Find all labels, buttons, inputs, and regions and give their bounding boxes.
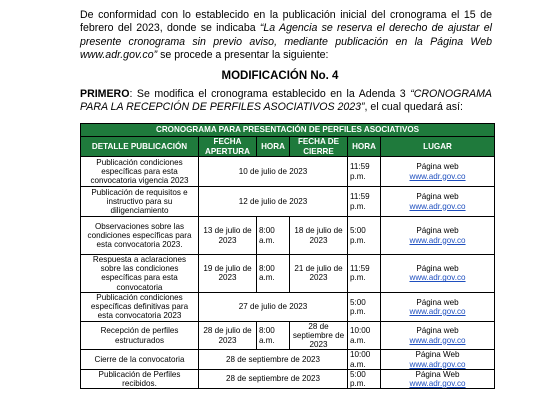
- primero-text-1: : Se modifica el cronograma establecido en la Adenda 3: [129, 88, 411, 100]
- row-lugar: [381, 369, 495, 388]
- schedule-table: [80, 123, 495, 389]
- row-detalle: Publicación condiciones específicas para esta convocatoria vigencia 2023: [81, 157, 199, 187]
- table-caption: CRONOGRAMA PARA PRESENTACIÓN DE PERFILES ASOCIATIVOS: [81, 124, 495, 137]
- row-lugar: [381, 217, 495, 255]
- lugar-label: Página web: [416, 192, 459, 202]
- primero-quote: “CRONOGRAMA PARA LA RECEPCIÓN DE PERFILES ASOCIATIVOS 2023”: [80, 88, 492, 114]
- row-fecha-cierre: 21 de julio de 2023: [290, 255, 348, 293]
- lugar-label: Página web: [416, 162, 459, 172]
- modification-title: MODIFICACIÓN No. 4: [221, 70, 339, 82]
- row-hora-cierre: 11:59 p.m.: [348, 255, 381, 293]
- intro-quote: “La Agencia se reserva el derecho de ajustar el presente cronograma sin previo aviso, mediante publicación en la Página Web www.adr.gov.co”: [80, 22, 492, 62]
- lugar-link[interactable]: www.adr.gov.co: [409, 201, 466, 211]
- intro-text-1: De conformidad con lo establecido en la publicación inicial del cronograma el 15 de febrero del 2023, donde se indicaba: [80, 9, 492, 35]
- table-row: [81, 157, 495, 187]
- lugar-label: Página Web: [415, 369, 460, 379]
- lugar-link[interactable]: www.adr.gov.co: [409, 273, 466, 283]
- table-header-row: [81, 137, 495, 157]
- table-row: [81, 350, 495, 369]
- header-lugar: LUGAR: [381, 137, 495, 157]
- row-detalle: Publicación de requisitos e instructivo para su diligenciamiento: [81, 187, 199, 217]
- lugar-link[interactable]: www.adr.gov.co: [409, 379, 466, 389]
- header-fecha-apertura: FECHA APERTURA: [199, 137, 257, 157]
- header-fecha-cierre: FECHA DE CIERRE: [290, 137, 348, 157]
- row-fecha: 12 de julio de 2023: [199, 187, 348, 217]
- row-detalle: Respuesta a aclaraciones sobre las condiciones específicas para esta convocatoria: [81, 255, 199, 293]
- lugar-link[interactable]: www.adr.gov.co: [409, 359, 466, 369]
- header-hora-cierre: HORA: [348, 137, 381, 157]
- lugar-link[interactable]: www.adr.gov.co: [409, 171, 466, 181]
- row-lugar: [381, 292, 495, 321]
- lugar-link[interactable]: www.adr.gov.co: [409, 335, 466, 345]
- row-lugar: [381, 157, 495, 187]
- row-hora-cierre: 5:00 p.m.: [348, 292, 381, 321]
- row-detalle: Observaciones sobre las condiciones específicas para esta convocatoria 2023.: [81, 217, 199, 255]
- lugar-label: Página web: [416, 226, 459, 236]
- row-hora-apertura: 8:00 a.m.: [257, 255, 290, 293]
- row-fecha-cierre: 18 de julio de 2023: [290, 217, 348, 255]
- lugar-link[interactable]: www.adr.gov.co: [409, 306, 466, 316]
- row-detalle: Publicación condiciones específicas definitivas para esta convocatoria 2023: [81, 292, 199, 321]
- table-row: [81, 321, 495, 350]
- row-hora-cierre: 11:59 p.m.: [348, 187, 381, 217]
- primero-paragraph: [80, 88, 492, 115]
- row-detalle: Cierre de la convocatoria: [81, 350, 199, 369]
- table-row: [81, 369, 495, 388]
- intro-text-2: se procede a presentar la siguiente:: [157, 49, 329, 62]
- row-hora-apertura: 8:00 a.m.: [257, 321, 290, 350]
- table-row: [81, 292, 495, 321]
- row-fecha: 10 de julio de 2023: [199, 157, 348, 187]
- row-detalle: Publicación de Perfiles recibidos.: [81, 369, 199, 388]
- row-hora-cierre: 10:00 a.m.: [348, 350, 381, 369]
- row-hora-cierre: 5:00 p.m.: [348, 217, 381, 255]
- intro-paragraph: [80, 9, 492, 63]
- row-fecha: 28 de septiembre de 2023: [199, 369, 348, 388]
- row-fecha-apertura: 19 de julio de 2023: [199, 255, 257, 293]
- row-fecha: 28 de septiembre de 2023: [199, 350, 348, 369]
- row-fecha-cierre: 28 de septiembre de 2023: [290, 321, 348, 350]
- row-hora-cierre: 10:00 a.m.: [348, 321, 381, 350]
- lugar-link[interactable]: www.adr.gov.co: [409, 235, 466, 245]
- table-row: [81, 255, 495, 293]
- row-fecha: 27 de julio de 2023: [199, 292, 348, 321]
- lugar-label: Página web: [416, 297, 459, 307]
- lugar-label: Página Web: [415, 350, 460, 360]
- row-hora-apertura: 8:00 a.m.: [257, 217, 290, 255]
- row-hora-cierre: 5:00 p.m.: [348, 369, 381, 388]
- lugar-label: Página web: [416, 326, 459, 336]
- primero-text-2: , el cual quedará así:: [364, 101, 463, 114]
- row-lugar: [381, 350, 495, 369]
- row-hora-cierre: 11:59 p.m.: [348, 157, 381, 187]
- lugar-label: Página web: [416, 264, 459, 274]
- row-lugar: [381, 321, 495, 350]
- header-hora-apertura: HORA: [257, 137, 290, 157]
- row-fecha-apertura: 13 de julio de 2023: [199, 217, 257, 255]
- table-row: [81, 217, 495, 255]
- row-detalle: Recepción de perfiles estructurados: [81, 321, 199, 350]
- table-row: [81, 187, 495, 217]
- primero-label: PRIMERO: [80, 88, 130, 100]
- row-lugar: [381, 255, 495, 293]
- row-lugar: [381, 187, 495, 217]
- header-detalle: DETALLE PUBLICACIÓN: [81, 137, 199, 157]
- row-fecha-apertura: 28 de julio de 2023: [199, 321, 257, 350]
